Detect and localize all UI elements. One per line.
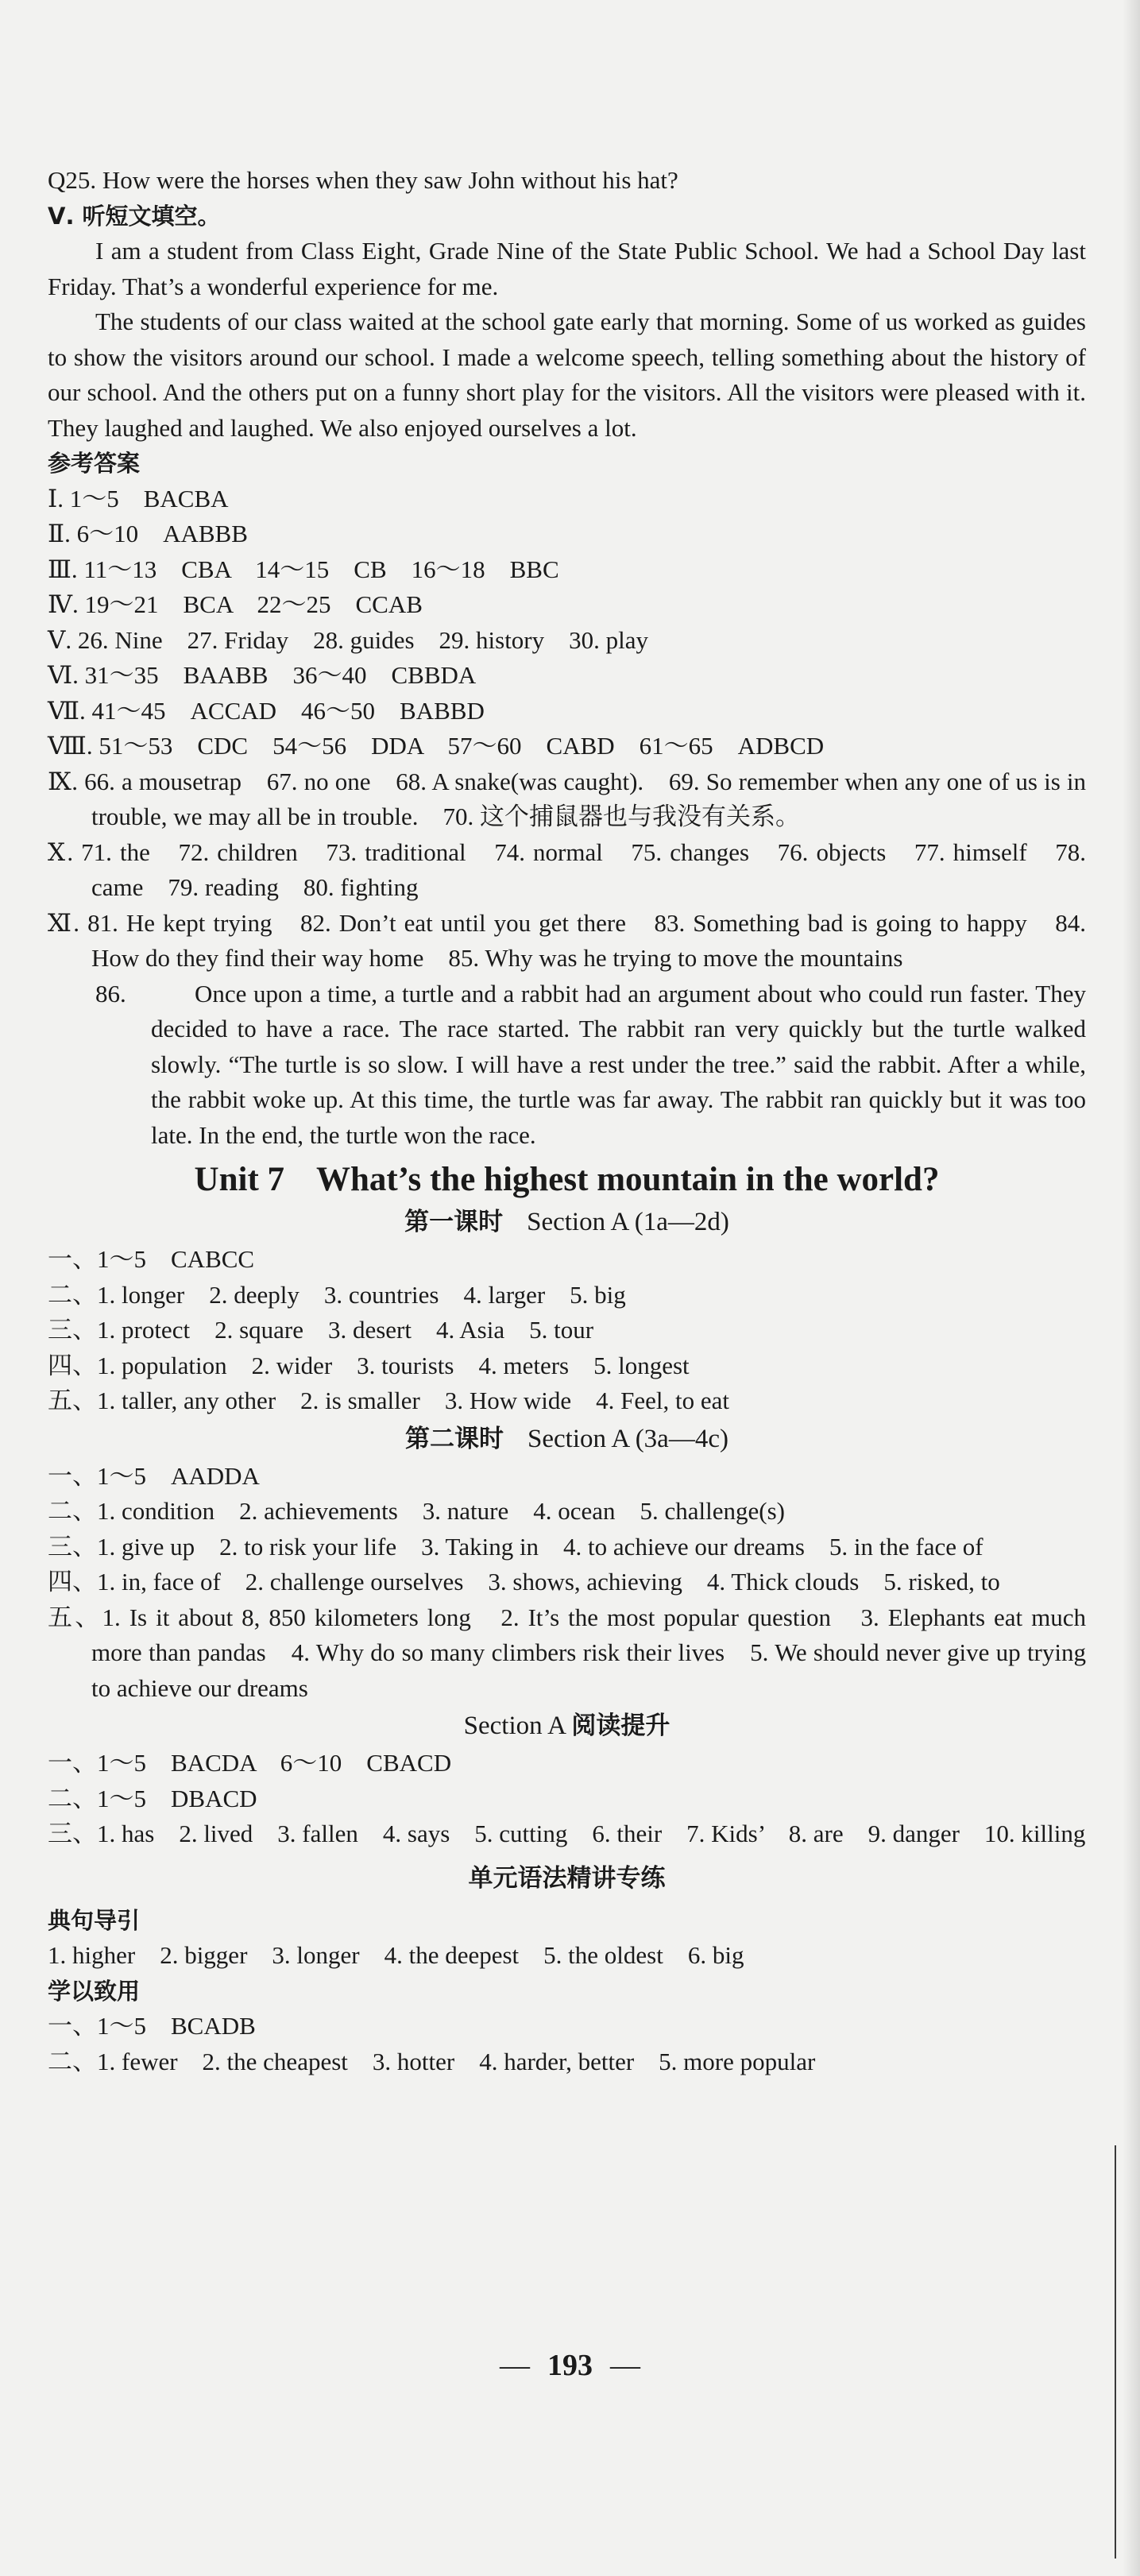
- lesson1-line: 一、1～5 CABCC: [48, 1245, 255, 1273]
- q25-question: Q25. How were the horses when they saw John without his hat?: [48, 166, 678, 194]
- lesson2-block-5: 五、1. Is it about 8, 850 kilometers long 2. It’s the most popular question 3. Elephants eat much more than pandas 4. Why do so many climbers risk their lives 5. We should never give up trying to achieve our dreams: [48, 1603, 1086, 1702]
- answers-heading: 参考答案: [48, 450, 141, 477]
- listening-paragraph-2: The students of our class waited at the school gate early that morning. Some of us worked as guides to show the visitors around our school. I made a welcome speech, telling something about the history of our school. And the others put on a funny short play for the visitors. All the visitors were pleased with it. They laughed and laughed. We also enjoyed ourselves a lot.: [48, 307, 1086, 442]
- lesson2-line: 二、1. condition 2. achievements 3. nature 4. ocean 5. challenge(s): [48, 1497, 786, 1525]
- grammar-sub-heading-1: 典句导引: [48, 1906, 141, 1934]
- lesson2-block-3: 三、1. give up 2. to risk your life 3. Taking in 4. to achieve our dreams 5. in the face of: [48, 1532, 983, 1561]
- page-number: 193: [547, 2349, 593, 2382]
- lesson1-line: 二、1. longer 2. deeply 3. countries 4. larger 5. big: [48, 1280, 626, 1309]
- lesson1-en: Section A (1a—2d): [527, 1208, 729, 1236]
- listening-paragraph-1: I am a student from Class Eight, Grade Nine of the State Public School. We had a School Day last Friday. That’s a wonderful experience for me.: [48, 237, 1086, 300]
- footer-dash-left: —: [500, 2349, 530, 2382]
- reading-block-3: 三、1. has 2. lived 3. fallen 4. says 5. cutting 6. their 7. Kids’ 8. are 9. danger 10. killing: [48, 1820, 1086, 1847]
- answer-line: Ⅰ. 1～5 BACBA: [48, 484, 229, 512]
- lesson1-line: 三、1. protect 2. square 3. desert 4. Asia 5. tour: [48, 1316, 594, 1344]
- lesson1-line: 四、1. population 2. wider 3. tourists 4. meters 5. longest: [48, 1351, 690, 1379]
- essay-text: Once upon a time, a turtle and a rabbit had an argument about who could run faster. They decided to have a race. The race started. The rabbit ran very quickly but the turtle walked slowly. “The turtle is so slow. I will have a rest under the tree.” said the rabbit. After a while, the rabbit woke up. At this time, the turtle was far away. The rabbit ran quickly but it was too late. In the end, the turtle won the race.: [151, 979, 1086, 1149]
- grammar-line: 一、1～5 BCADB: [48, 2012, 256, 2040]
- answer-line: Ⅵ. 31～35 BAABB 36～40 CBBDA: [48, 661, 477, 689]
- reading-cn: 阅读提升: [571, 1712, 670, 1740]
- essay-number: 86.: [95, 979, 126, 1008]
- lesson1-cn: 第一课时: [404, 1208, 504, 1236]
- grammar-line: 二、1. fewer 2. the cheapest 3. hotter 4. harder, better 5. more popular: [48, 2047, 816, 2075]
- reading-line: 二、1～5 DBACD: [48, 1784, 257, 1812]
- answer-line: Ⅷ. 51～53 CDC 54～56 DDA 57～60 CABD 61～65 ADBCD: [48, 732, 825, 760]
- section-heading-listening: Ⅴ. 听短文填空。: [48, 202, 221, 230]
- footer-dash-right: —: [610, 2349, 640, 2382]
- unit-label: Unit 7: [194, 1161, 285, 1198]
- answer-line: Ⅶ. 41～45 ACCAD 46～50 BABBD: [48, 696, 485, 725]
- lesson2-cn: 第二课时: [405, 1424, 504, 1453]
- lesson1-title: [48, 1204, 1086, 1240]
- reading-en: Section A: [463, 1712, 566, 1740]
- lesson2-block-4: 四、1. in, face of 2. challenge ourselves 3. shows, achieving 4. Thick clouds 5. risked, to: [48, 1568, 1000, 1595]
- answer-line: Ⅱ. 6～10 AABBB: [48, 520, 248, 547]
- grammar-line: 1. higher 2. bigger 3. longer 4. the deepest 5. the oldest 6. big: [48, 1941, 744, 1969]
- lesson2-en: Section A (3a—4c): [527, 1424, 728, 1453]
- unit-title: [48, 1158, 1086, 1202]
- answer-block-x: Ⅹ. 71. the 72. children 73. traditional 74. normal 75. changes 76. objects 77. himself 78. came 79. reading 80. fighting: [48, 837, 1086, 901]
- page-footer: [0, 2348, 1140, 2384]
- lesson1-line: 五、1. taller, any other 2. is smaller 3. How wide 4. Feel, to eat: [48, 1387, 729, 1414]
- essay-answer: [48, 977, 1086, 1154]
- answer-block-xi: Ⅺ. 81. He kept trying 82. Don’t eat until you get there 83. Something bad is going to happy 84. How do they find their way home 85. Why was he trying to move the mountains: [48, 908, 1086, 972]
- lesson2-title: [48, 1421, 1086, 1457]
- answer-line: Ⅴ. 26. Nine 27. Friday 28. guides 29. history 30. play: [48, 625, 649, 654]
- answer-block-ix: Ⅸ. 66. a mousetrap 67. no one 68. A snake(was caught). 69. So remember when any one of us is in trouble, we may all be in trouble. 70. 这个捕鼠器也与我没有关系。: [48, 767, 1086, 830]
- answer-line: Ⅳ. 19～21 BCA 22～25 CCAB: [48, 590, 423, 618]
- unit-title-text: What’s the highest mountain in the world?: [316, 1161, 940, 1198]
- reading-title: [48, 1708, 1086, 1744]
- reading-line: 一、1～5 BACDA 6～10 CBACD: [48, 1749, 452, 1777]
- grammar-sub-heading-2: 学以致用: [48, 1977, 141, 2005]
- page-edge-shadow: [1123, 0, 1140, 2576]
- lesson2-line: 一、1～5 AADDA: [48, 1461, 260, 1490]
- answer-line: Ⅲ. 11～13 CBA 14～15 CB 16～18 BBC: [48, 555, 559, 583]
- grammar-title: 单元语法精讲专练: [468, 1863, 666, 1893]
